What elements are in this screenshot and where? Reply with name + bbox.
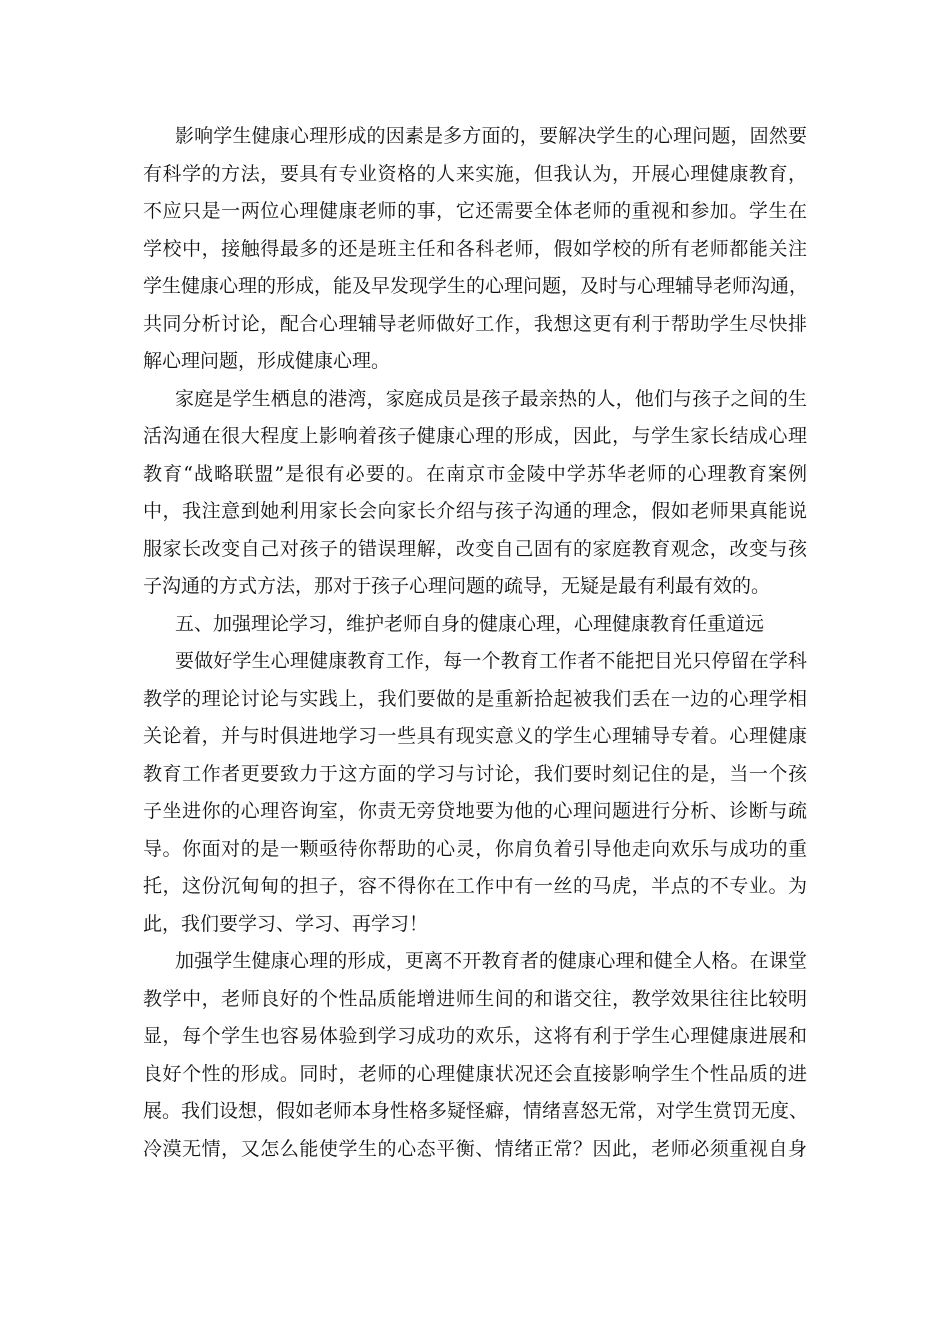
text-line: 子坐进你的心理咨询室，你责无旁贷地要为他的心理问题进行分析、诊断与疏 (143, 800, 807, 822)
text-line: 学生健康心理的形成，能及早发现学生的心理问题，及时与心理辅导老师沟通， (143, 275, 809, 297)
text-line: 五、加强理论学习，维护老师自身的健康心理，心理健康教育任重道远 (175, 612, 765, 635)
text-line: 服家长改变自己对孩子的错误理解，改变自己固有的家庭教育观念，改变与孩 (143, 537, 807, 560)
text-line: 教育工作者更要致力于这方面的学习与讨论，我们要时刻记住的是，当一个孩 (143, 762, 807, 785)
text-line: 关论着，并与时俱进地学习一些具有现实意义的学生心理辅导专着。心理健康 (143, 725, 807, 747)
text-line: 托，这份沉甸甸的担子，容不得你在工作中有一丝的马虎，半点的不专业。为 (143, 875, 807, 897)
text-line: 冷漠无情，又怎么能使学生的心态平衡、情绪正常？因此，老师必须重视自身 (143, 1137, 807, 1160)
text-line: 教学中，老师良好的个性品质能增进师生间的和谐交往，教学效果往往比较明 (143, 987, 807, 1010)
text-line: 中，我注意到她利用家长会向家长介绍与孩子沟通的理念，假如老师果真能说 (143, 500, 807, 522)
section-heading (143, 606, 807, 644)
text-line: 显，每个学生也容易体验到学习成功的欢乐，这将有利于学生心理健康进展和 (143, 1025, 807, 1047)
text-line: 教学的理论讨论与实践上，我们要做的是重新拾起被我们丢在一边的心理学相 (143, 687, 807, 710)
text-line: 活沟通在很大程度上影响着孩子健康心理的形成，因此，与学生家长结成心理 (143, 425, 807, 447)
text-line: 展。我们设想，假如老师本身性格多疑怪癖，情绪喜怒无常，对学生赏罚无度、 (143, 1100, 809, 1122)
text-line: 影响学生健康心理形成的因素是多方面的，要解决学生的心理问题，固然要 (175, 125, 807, 147)
text-line: 家庭是学生栖息的港湾，家庭成员是孩子最亲热的人，他们与孩子之间的生 (175, 387, 807, 410)
text-line: 子沟通的方式方法，那对于孩子心理问题的疏导，无疑是最有利最有效的。 (143, 575, 771, 597)
text-line: 导。你面对的是一颗亟待你帮助的心灵，你肩负着引导他走向欢乐与成功的重 (143, 837, 807, 860)
text-line: 不应只是一两位心理健康老师的事，它还需要全体老师的重视和参加。学生在 (143, 200, 807, 222)
text-line: 解心理问题，形成健康心理。 (143, 350, 391, 372)
paragraph-2 (143, 381, 807, 606)
paragraph-3 (143, 643, 807, 943)
text-line: 要做好学生心理健康教育工作，每一个教育工作者不能把目光只停留在学科 (175, 650, 807, 672)
document-page (143, 118, 807, 1168)
paragraph-1 (143, 118, 807, 381)
text-line: 此，我们要学习、学习、再学习！ (143, 912, 429, 935)
text-line: 共同分析讨论，配合心理辅导老师做好工作，我想这更有利于帮助学生尽快排 (143, 312, 807, 335)
text-line: 有科学的方法，要具有专业资格的人来实施，但我认为，开展心理健康教育， (143, 162, 807, 185)
text-line: 加强学生健康心理的形成，更离不开教育者的健康心理和健全人格。在课堂 (175, 950, 807, 972)
text-line: 学校中，接触得最多的还是班主任和各科老师，假如学校的所有老师都能关注 (143, 237, 807, 260)
text-line: 教育“战略联盟”是很有必要的。在南京市金陵中学苏华老师的心理教育案例 (143, 462, 807, 485)
text-line: 良好个性的形成。同时，老师的心理健康状况还会直接影响学生个性品质的进 (143, 1062, 807, 1085)
paragraph-4 (143, 943, 807, 1168)
